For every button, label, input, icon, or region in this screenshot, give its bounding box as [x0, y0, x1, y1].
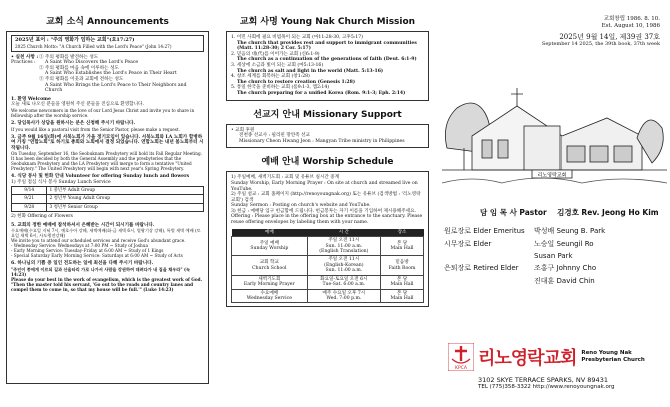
service-time-en: Tue-Sat. 6:00 a.m. — [322, 282, 366, 288]
item-services-heading: 5. 교회의 정한 예배에 참석하셔서 은혜받는 시간이 되시기를 바랍니다. — [11, 222, 155, 228]
mission-box — [226, 31, 429, 101]
lunch-team: 3 청년부 Senior Group — [47, 203, 204, 212]
missionary-label: • 교회 후원 — [231, 127, 255, 133]
item-services-line: - Special Saturday Early Morning Service: Saturdays at 6:00 AM ~ Study of Acts — [11, 253, 183, 259]
founded-en: Est. August 10, 1986 — [601, 23, 660, 29]
service-place-en: Main Hall — [390, 246, 414, 252]
church-logo — [448, 343, 663, 390]
item-pastoral-heading: 2. 당임목사가 상담을 원하시는 분은 신청해 주시기 바랍니다. — [11, 120, 136, 126]
item-pastoral — [11, 121, 204, 132]
service-name-en: Early Morning Prayer — [243, 282, 295, 288]
worship-line: Offering : Please place in the offering box at the entrance to the sanctuary. Please reuse offering envelopes by labeling them with your name. — [231, 214, 423, 226]
church-name-kr: 리노영락교회 — [478, 348, 577, 369]
service-cell — [232, 289, 308, 303]
item-services-line: - Wednesday Service: Wednesdays at 7:00 PM ~ Study of Joshua — [11, 243, 148, 249]
item-welcome-en: We welcome newcomers in the love of our Lord Jesus Christ and invite you to share in fellowship after the worship service. — [11, 107, 195, 118]
service-time: 주일 오전 11시 — [328, 238, 360, 244]
service-cell — [232, 237, 308, 256]
service-name-en: Wednesday Service — [246, 295, 292, 301]
announcements-title: 교회 소식 Announcements — [46, 17, 169, 27]
mission-item — [231, 35, 424, 52]
staff-name: Susan Park — [534, 252, 573, 260]
worship-table-header — [232, 229, 424, 237]
motto-kr: 2025년 표어 : "주의 영화가 임하는 교회"(요17:27) — [15, 37, 135, 43]
staff-name: 진대훈 David Chin — [534, 277, 595, 285]
mission-item — [231, 52, 424, 63]
time-cell — [307, 289, 380, 303]
mission-item-en: The church as a continuation of the generations of faith (Deut. 6:1-9) — [237, 57, 417, 63]
item-evangelism-en: Please do your best in the work of evangelism, which is the greatest work of God. "Then the master told his servant, 'Go out to the roads and country lanes and compel them to come in, so that my house will be full.'" (Luke 14:23) — [11, 277, 203, 293]
item-evangelism-heading: 6. 하나님의 기쁨 중 일인 전도하는 일에 최선을 다해 주시기 바랍니다. — [11, 261, 154, 267]
mission-item-en: The church that provides rest and support to immigrant communities (Matt. 11:28-30; 2 Cor. 5:17) — [237, 40, 417, 52]
service-time: 주일 오전 11시 — [328, 257, 360, 263]
table-row — [232, 275, 424, 289]
lunch-table — [11, 186, 204, 213]
service-place: 본 당 — [396, 276, 408, 282]
pastor-block — [440, 207, 670, 286]
kpca-text: KPCA — [455, 366, 467, 371]
item-evangelism — [11, 261, 204, 292]
service-cell — [232, 275, 308, 289]
mission-item-kr: 2. 믿음의 대(代)를 이어가는 교회 (신6:1-9) — [231, 51, 320, 57]
worship-line: 3) 헌금 : 예배당 입구 헌금함에 드립니다. 헌금봉투는 자기 이름을 기입하여 제시용해주세요. — [231, 208, 417, 214]
item-services — [11, 223, 204, 259]
missionary-title: 선교지 안내 Missionary Support — [253, 109, 402, 120]
service-name: 교회 학교 — [259, 260, 279, 266]
staff-role: 은퇴장로 Retired Elder — [444, 264, 519, 272]
service-time: 화요일-토요일 오전 6시 — [320, 276, 368, 282]
announcements-box — [6, 31, 209, 384]
missionary-en: Missionary Cheon Hwang Jeon : Mangyan Tribe ministry in Philippines — [239, 138, 405, 144]
staff-name: 조홍구 Johnny Cho — [534, 264, 597, 272]
mission-item-en: The church preparing for a unified Korea (Rom. 9:1-3; Eph. 2:14) — [237, 90, 406, 96]
mission-column — [220, 0, 435, 407]
item-presbytery — [11, 135, 204, 172]
worship-title: 예배 안내 Worship Schedule — [261, 157, 394, 168]
mission-item-kr: 5. 통일 한국을 준비하는 교회 (롬9:1-3, 엡2:14) — [231, 85, 330, 91]
worship-table — [231, 229, 424, 304]
table-row — [12, 195, 204, 204]
motto-en: 2025 Church Motto: "A Church Filled with the Lord's Peace" (John 14:27) — [15, 43, 172, 49]
mission-item-en: The church to restore creation (Genesis 1:28) — [237, 79, 355, 85]
staff-role: 원로장로 Elder Emeritus — [444, 227, 525, 235]
time-cell — [307, 237, 380, 256]
staff-list — [440, 226, 670, 286]
mission-item-en: The church as salt and light in the world (Matt. 5:13-16) — [237, 68, 384, 74]
church-building-illustration — [442, 78, 667, 198]
missionary-box — [226, 124, 429, 149]
cover-column — [440, 0, 670, 407]
practice-3-en: A Saint Who Brings the Lord's Peace to Their Neighbors and Church — [45, 82, 187, 94]
service-name-en: Church School — [252, 265, 287, 271]
announcements-column — [0, 0, 215, 407]
issue-header — [440, 0, 670, 48]
header-service: 예배 — [232, 229, 308, 237]
staff-row — [444, 239, 670, 260]
practices-label-en: Practices : — [11, 60, 36, 66]
header-place: 장소 — [381, 229, 424, 237]
item-lunch-sub: 1) 주일 점심 식사 봉사 Sunday Lunch Service — [11, 179, 111, 185]
staff-row — [444, 263, 670, 286]
practices-label: • 실천 사항 : — [11, 54, 39, 60]
service-place: 믿음방 — [395, 260, 409, 266]
pastor-label: 담 임 목 사 Pastor — [480, 208, 547, 217]
lunch-team: 2 청년부 Young Adult Group — [47, 195, 204, 204]
motto-box — [11, 35, 204, 52]
place-cell — [381, 275, 424, 289]
service-time: 매주 수요일 오후 7시 — [322, 290, 366, 296]
table-row — [12, 203, 204, 212]
service-time-en: Sun. 11:00 a.m. — [325, 243, 363, 249]
mission-item — [231, 63, 424, 74]
service-place-en: Main Hall — [390, 295, 414, 301]
lunch-date: 9/21 — [12, 195, 47, 204]
church-address: 3102 SKYE TERRACE SPARKS, NV 89431 — [478, 376, 608, 384]
practice-1-kr: ① 주의 평화를 발견하는 성도 — [39, 54, 99, 60]
practice-2-en: A Saint Who Establishes the Lord's Peace in Their Heart — [45, 71, 177, 77]
service-place-en: Faith Room — [388, 265, 416, 271]
staff-row — [444, 226, 670, 236]
table-row — [12, 186, 204, 195]
issue-kr: 2025년 9월 14일, 제39권 37호 — [559, 33, 660, 41]
item-services-line: - Early Morning Service: Tuesday-Friday at 6:00 AM ~ Study of 1 Kings — [11, 248, 164, 254]
practice-1-en: A Saint Who Discovers the Lord's Peace — [45, 60, 139, 66]
item-evangelism-kr: "주인이 종에게 이르되 길과 산울타리 가로 나가서 사람을 강권하여 데려다가 내 집을 채우라" (눅14:23) — [11, 267, 191, 278]
lunch-team: 1 중년부 Adult Group — [47, 186, 204, 195]
issue-en: September 14 2025, the 39th book, 37th week — [541, 41, 660, 47]
item-services-line: We invite you to attend our scheduled services and receive God's abundant grace. — [11, 238, 186, 244]
church-name-en-1: Reno Young Nak — [581, 350, 632, 356]
worship-line: 2) 주일 설교 : 교회 홈페이지 (http://renoyoungnak.org) 또는 유튜브 (검색방법 : '리노영락교회') 검색 — [231, 192, 421, 203]
church-name-en-2: Presbyterian Church — [581, 357, 645, 363]
church-sign-text: 리노영락교회 — [537, 172, 567, 179]
service-place-en: Main Hall — [390, 282, 414, 288]
service-time-note: Sun. 11:00 a.m. — [325, 268, 363, 274]
missionary-kr: 전천종 선교사 : 필리핀 망얀족 선교 — [239, 133, 310, 139]
worship-box — [226, 171, 429, 307]
service-name: 새벽기도회 — [258, 276, 281, 282]
staff-role: 시무장로 Elder — [444, 240, 492, 248]
header-time: 시 간 — [307, 229, 380, 237]
table-row — [232, 289, 424, 303]
item-pastoral-en: If you would like a pastoral visit from the Senior Pastor, please make a request. — [11, 126, 180, 132]
service-name: 수요예배 — [260, 290, 279, 296]
mission-item-kr: 1. 이민 사회에 필요 비빔목이 되는 교회 (마11:28-30, 고후5:17) — [231, 35, 363, 40]
staff-name: 박성배 Seung B. Park — [534, 227, 606, 235]
item-welcome-heading: 1. 환영 Welcome — [11, 96, 51, 102]
lunch-date: 9/14 — [12, 186, 47, 195]
item-welcome — [11, 97, 204, 118]
item-flowers: 2) 헌화 Offering of Flowers — [11, 214, 73, 220]
practices — [11, 55, 204, 94]
mission-item — [231, 74, 424, 85]
founded-kr: 교회창립 1986. 8. 10. — [603, 16, 660, 22]
item-services-line: 수요예배(수요일 저녁 7시, 예호수아 강해, 새벽예배(화-금 새벽 6시, 열왕기상 강해), 특별 새벽 예배 (토요일 새벽 6시, 사도행전강해) — [11, 228, 201, 239]
time-cell — [307, 256, 380, 275]
mission-item-kr: 4. 창조 세계를 회복하는 교회 (창1:28) — [231, 74, 310, 80]
staff-name: 노승일 Seungil Ro — [534, 240, 594, 248]
place-cell — [381, 289, 424, 303]
place-cell — [381, 237, 424, 256]
place-cell — [381, 256, 424, 275]
service-place: 본 당 — [396, 240, 408, 246]
table-row — [232, 256, 424, 275]
practice-3-kr: ③ 주의 평화를 이웃과 교회에 전하는 성도 — [39, 76, 124, 82]
mission-title: 교회 사명 Young Nak Church Mission — [239, 17, 416, 27]
service-time-en: (English-Korean) — [324, 262, 364, 268]
item-lunch-heading: 4. 식당 봉사 및 헌화 안내 Volunteer for offering Sunday lunch and flowers — [11, 174, 190, 180]
lunch-date: 9/28 — [12, 203, 47, 212]
mission-item-kr: 3. 세상에 소금과 빛이 되는 교회 (마5:13-16) — [231, 62, 324, 68]
service-cell — [232, 256, 308, 275]
service-place: 본 당 — [396, 290, 408, 296]
table-row — [232, 237, 424, 256]
item-presbytery-en: On Tuesday, September 16, the Seobuknam Presbytery will hold its Fall Regular Meeting. It has been decided by both the General Assembly and the presbyteries that the Seobuknam Presbytery and the LA Presbytery will merge to form a tentative "United Presbytery." The United Presbytery will begin with next year's Spring Presbytery. — [11, 151, 202, 172]
item-welcome-kr: 오늘 새로 나오신 분들을 영원히 주신 분들을 진심으로 환영합니다. — [11, 102, 144, 108]
practice-2-kr: ② 주의 평화를 마음 속에 이루하는 성도 — [39, 65, 119, 71]
item-lunch — [11, 174, 204, 220]
worship-line: 1) 주일예배, 새벽기도회 : 교회 및 유튜브 실시간 중계 — [231, 175, 340, 181]
worship-line: Sunday Worship, Early Morning Prayer : On site at church and streamed live on YouTube. — [231, 180, 418, 192]
service-name-en: Sunday Worship — [250, 246, 289, 252]
church-contact: TEL (775)358-3322 http://www.renoyoungnak.org — [478, 384, 615, 390]
service-time-en: Wed. 7:00 p.m. — [326, 295, 362, 301]
worship-line: Sunday Sermon : Posting on church's website and YouTube. — [231, 203, 371, 209]
time-cell — [307, 275, 380, 289]
mission-item — [231, 85, 424, 96]
pastor-line — [440, 207, 670, 218]
pastor-name: 김경호 Rev. Jeong Ho Kim — [557, 208, 659, 217]
item-presbytery-kr: 3. 금주 9월 16일(화)에 서북노회가 가을 정기모임이 있습니다. 서북노회와 LA 노회가 합병하여 가칭 "연합노회"로 하기로 총회와 노회에서 결정 되었습니다. 연합노회는 내년 봄노회부터 시작됩니다. — [11, 134, 204, 151]
service-time-note: (English Translation) — [319, 249, 369, 255]
kpca-logo-icon — [448, 343, 474, 371]
service-name: 주일 예배 — [259, 240, 279, 246]
